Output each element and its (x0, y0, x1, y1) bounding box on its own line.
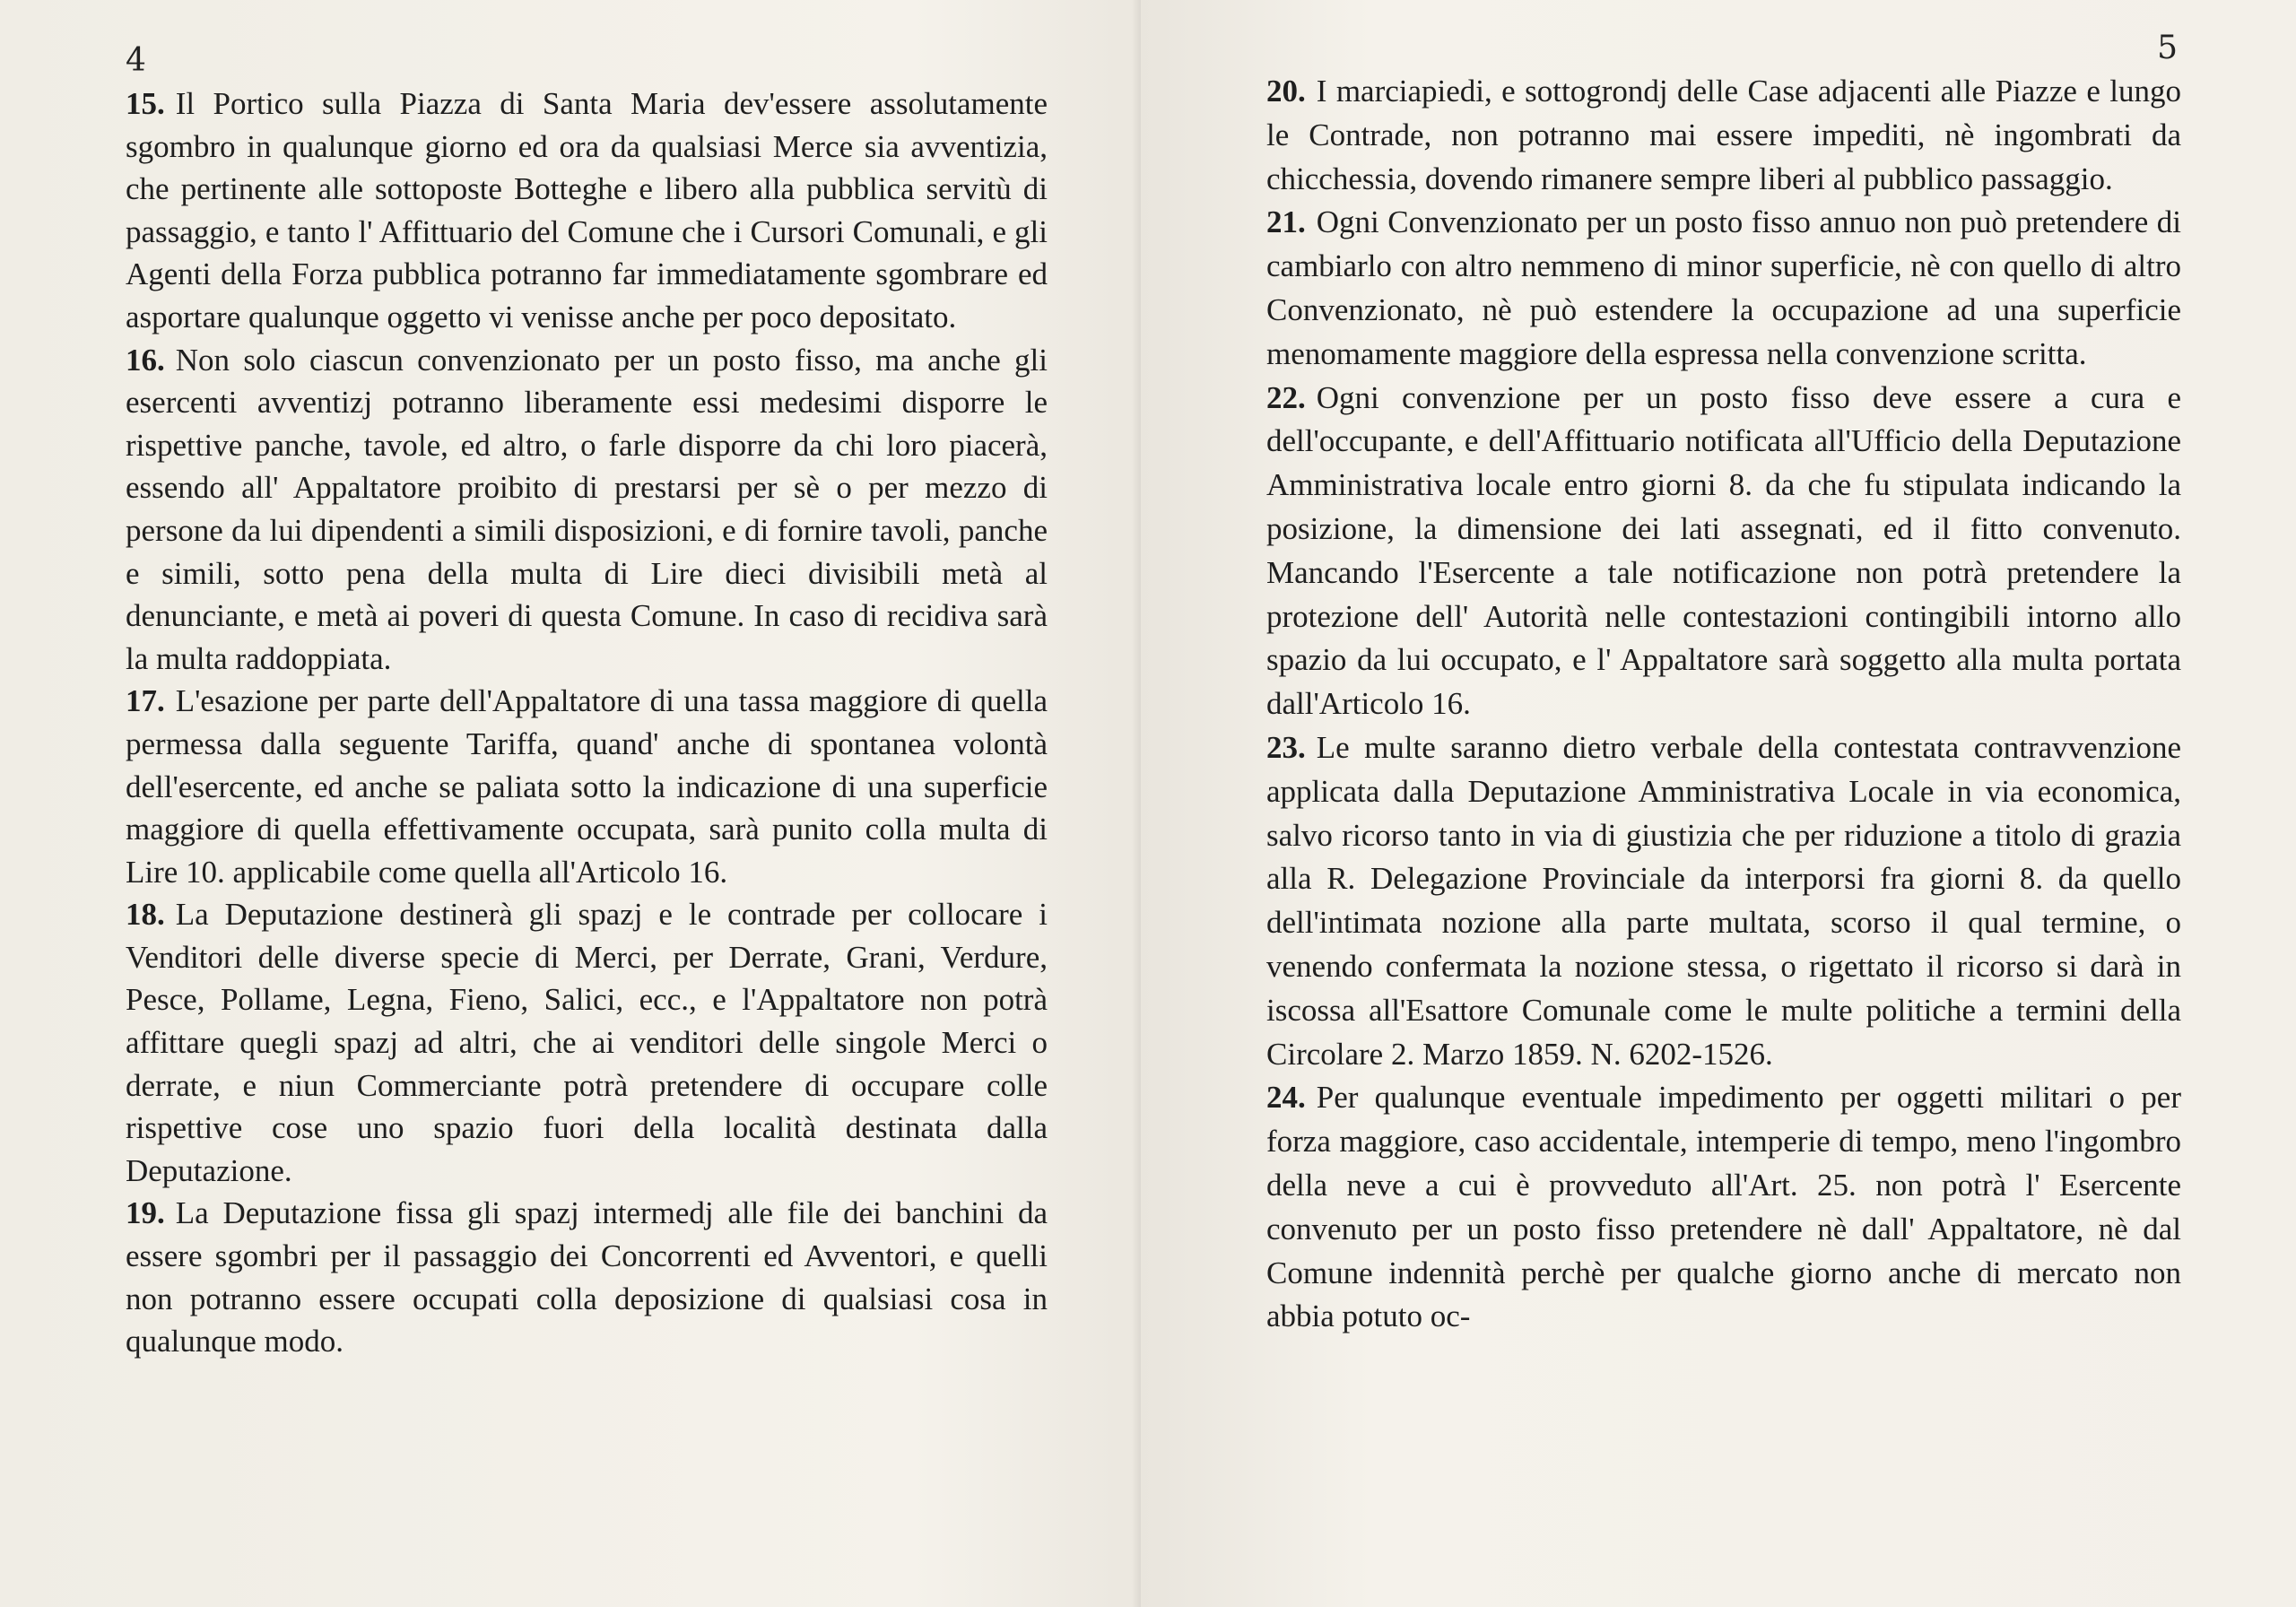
article-18 (126, 893, 1048, 1192)
article-number: 21. (1266, 204, 1306, 240)
article-20 (1266, 70, 2181, 201)
left-page (0, 0, 1141, 1607)
article-text: Ogni convenzione per un posto fisso deve essere a cura e dell'occupante, e dell'Affittuario notificata all'Ufficio della Deputazione Amministrativa locale entro giorni 8. da che fu stipulata indicando la posizione, la dimensione dei lati assegnati, ed il fitto convenuto. Mancando l'Esercente a tale notificazione non potrà pretendere la protezione dell' Autorità nelle contestazioni contingibili intorno allo spazio da lui occupato, e l' Appaltatore sarà soggetto alla multa portata dall'Articolo 16. (1266, 379, 2181, 722)
article-24 (1266, 1076, 2181, 1339)
article-16 (126, 339, 1048, 681)
article-number: 23. (1266, 729, 1306, 765)
article-text: Il Portico sulla Piazza di Santa Maria dev'essere assolutamente sgombro in qualunque giorno ed ora da qualsiasi Merce sia avventizia, che pertinente alle sottoposte Botteghe e libero alla pubblica servitù di passaggio, e tanto l' Affittuario del Comune che i Cursori Comunali, e gli Agenti della Forza pubblica potranno far immediatamente sgombrare ed asportare qualunque oggetto vi venisse anche per poco depositato. (126, 86, 1048, 334)
right-page-text (1266, 70, 2181, 1339)
article-text: I marciapiedi, e sottogrondj delle Case adjacenti alle Piazze e lungo le Contrade, non potranno mai essere impediti, nè ingombrati da chicchessia, dovendo rimanere sempre liberi al pubblico passaggio. (1266, 74, 2181, 196)
page-number-left: 4 (126, 42, 146, 79)
article-text: Ogni Convenzionato per un posto fisso annuo non può pretendere di cambiarlo con altro nemmeno di minor superficie, nè con quello di altro Convenzionato, nè può estendere la occupazione ad una superficie menomamente maggiore della espressa nella convenzione scritta. (1266, 204, 2181, 371)
article-text: La Deputazione fissa gli spazj intermedj alle file dei banchini da essere sgombri per il passaggio dei Concorrenti ed Avventori, e quelli non potranno essere occupati colla deposizione di qualsiasi cosa in qualunque modo. (126, 1195, 1048, 1359)
article-text: Per qualunque eventuale impedimento per oggetti militari o per forza maggiore, caso accidentale, intemperie di tempo, meno l'ingombro della neve a cui è provveduto all'Art. 25. non potrà l' Esercente convenuto per un posto fisso pretendere nè dall' Appaltatore, nè dal Comune indennità perchè per qualche giorno anche di mercato non abbia potuto oc- (1266, 1080, 2181, 1334)
right-page (1141, 0, 2296, 1607)
article-number: 24. (1266, 1080, 1306, 1116)
article-17 (126, 680, 1048, 893)
article-text: L'esazione per parte dell'Appaltatore di una tassa maggiore di quella permessa dalla seguente Tariffa, quand' anche di spontanea volontà dell'esercente, ed anche se paliata sotto la indicazione di una superficie maggiore di quella effettivamente occupata, sarà punito colla multa di Lire 10. applicabile come quella all'Articolo 16. (126, 683, 1048, 890)
article-22 (1266, 377, 2181, 726)
article-number: 15. (126, 86, 165, 121)
article-text: La Deputazione destinerà gli spazj e le contrade per collocare i Venditori delle diverse specie di Merci, per Derrate, Grani, Verdure, Pesce, Pollame, Legna, Fieno, Salici, ecc., e l'Appaltatore non potrà affittare quegli spazj ad altri, che ai venditori delle singole Merci o derrate, e niun Commerciante potrà pretendere di occupare colle rispettive cose uno spazio fuori della località destinata dalla Deputazione. (126, 897, 1048, 1188)
article-text: Le multe saranno dietro verbale della contestata contravvenzione applicata dalla Deputazione Amministrativa Locale in via economica, salvo ricorso tanto in via di giustizia che per riduzione a titolo di grazia alla R. Delegazione Provinciale da interporsi fra giorni 8. da quello dell'intimata nozione alla parte multata, scorso il qual termine, o venendo confermata la nozione stessa, o rigettato il ricorso si darà in iscossa all'Esattore Comunale come le multe politiche a termini della Circolare 2. Marzo 1859. N. 6202-1526. (1266, 729, 2181, 1072)
article-23 (1266, 726, 2181, 1076)
article-number: 19. (126, 1195, 165, 1231)
page-number-right: 5 (2157, 30, 2178, 66)
article-number: 20. (1266, 74, 1306, 109)
article-number: 17. (126, 683, 165, 719)
article-19 (126, 1192, 1048, 1362)
article-15 (126, 83, 1048, 339)
article-text: Non solo ciascun convenzionato per un posto fisso, ma anche gli esercenti avventizj potranno liberamente essi medesimi disporre le rispettive panche, tavole, ed altro, o farle disporre da chi loro piacerà, essendo all' Appaltatore proibito di prestarsi per sè o per mezzo di persone da lui dipendenti a simili disposizioni, e di fornire tavoli, panche e simili, sotto pena della multa di Lire dieci divisibili metà al denunciante, e metà ai poveri di questa Comune. In caso di recidiva sarà la multa raddoppiata. (126, 342, 1048, 676)
article-21 (1266, 201, 2181, 376)
article-number: 16. (126, 342, 165, 378)
article-number: 22. (1266, 379, 1306, 415)
article-number: 18. (126, 897, 165, 933)
left-page-text (126, 83, 1048, 1363)
